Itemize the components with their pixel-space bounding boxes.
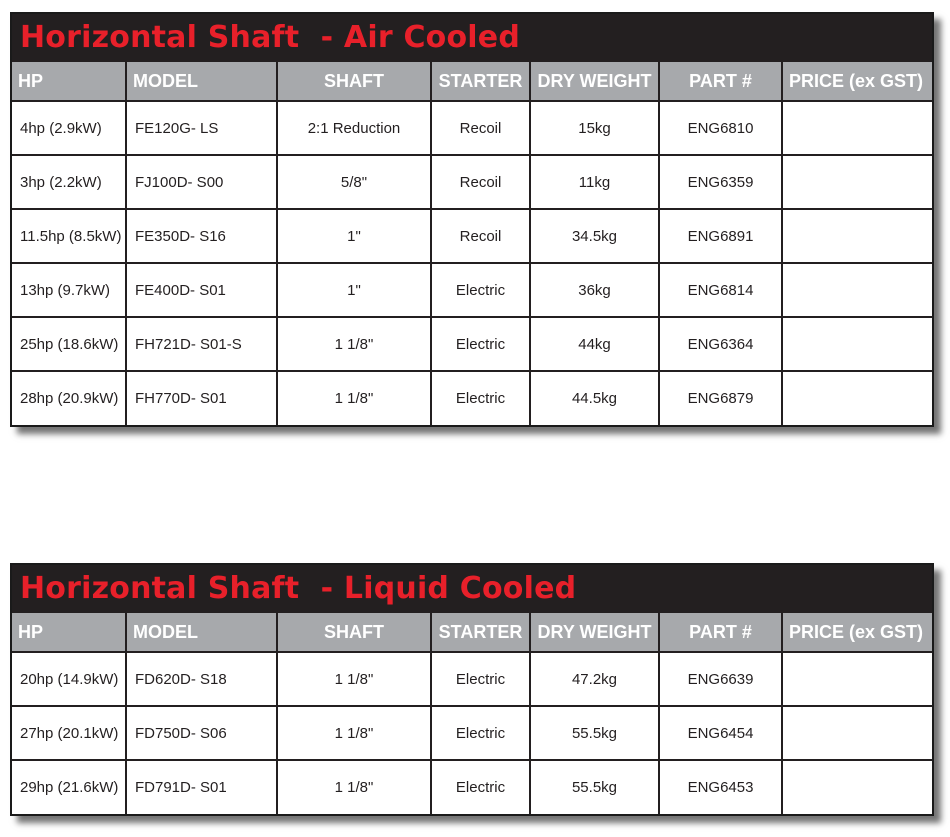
cell-starter: Electric [431, 652, 530, 706]
cell-model: FJ100D- S00 [126, 155, 277, 209]
cell-price [782, 101, 932, 155]
cell-dry-weight: 11kg [530, 155, 659, 209]
table-title: Horizontal Shaft - Air Cooled [12, 14, 932, 62]
cell-shaft: 5/8" [277, 155, 431, 209]
cell-price [782, 263, 932, 317]
cell-price [782, 652, 932, 706]
spec-grid [12, 613, 932, 814]
cell-dry-weight: 44.5kg [530, 371, 659, 425]
cell-model: FE400D- S01 [126, 263, 277, 317]
table-title: Horizontal Shaft - Liquid Cooled [12, 565, 932, 613]
cell-part: ENG6454 [659, 706, 782, 760]
cell-part: ENG6891 [659, 209, 782, 263]
header-price: PRICE (ex GST) [782, 62, 932, 101]
cell-dry-weight: 15kg [530, 101, 659, 155]
cell-price [782, 706, 932, 760]
cell-shaft: 1" [277, 209, 431, 263]
header-model: MODEL [126, 613, 277, 652]
header-price: PRICE (ex GST) [782, 613, 932, 652]
cell-hp: 28hp (20.9kW) [12, 371, 126, 425]
cell-part: ENG6639 [659, 652, 782, 706]
cell-hp: 27hp (20.1kW) [12, 706, 126, 760]
cell-part: ENG6453 [659, 760, 782, 814]
cell-price [782, 155, 932, 209]
cell-starter: Electric [431, 263, 530, 317]
cell-hp: 3hp (2.2kW) [12, 155, 126, 209]
cell-starter: Electric [431, 706, 530, 760]
header-dry-weight: DRY WEIGHT [530, 613, 659, 652]
cell-dry-weight: 34.5kg [530, 209, 659, 263]
cell-part: ENG6364 [659, 317, 782, 371]
cell-shaft: 1 1/8" [277, 706, 431, 760]
cell-model: FH721D- S01-S [126, 317, 277, 371]
header-shaft: SHAFT [277, 62, 431, 101]
cell-dry-weight: 44kg [530, 317, 659, 371]
cell-model: FD750D- S06 [126, 706, 277, 760]
table-row [12, 317, 932, 371]
air-cooled-table [10, 12, 934, 427]
header-hp: HP [12, 613, 126, 652]
cell-hp: 25hp (18.6kW) [12, 317, 126, 371]
spec-grid [12, 62, 932, 425]
cell-dry-weight: 55.5kg [530, 706, 659, 760]
cell-model: FE120G- LS [126, 101, 277, 155]
table-row [12, 652, 932, 706]
cell-starter: Recoil [431, 155, 530, 209]
cell-dry-weight: 36kg [530, 263, 659, 317]
cell-hp: 11.5hp (8.5kW) [12, 209, 126, 263]
cell-shaft: 1 1/8" [277, 317, 431, 371]
table-row [12, 760, 932, 814]
cell-price [782, 371, 932, 425]
cell-starter: Recoil [431, 209, 530, 263]
table-row [12, 101, 932, 155]
header-hp: HP [12, 62, 126, 101]
cell-model: FE350D- S16 [126, 209, 277, 263]
cell-price [782, 760, 932, 814]
header-starter: STARTER [431, 62, 530, 101]
cell-hp: 20hp (14.9kW) [12, 652, 126, 706]
cell-shaft: 1 1/8" [277, 371, 431, 425]
table-row [12, 209, 932, 263]
cell-shaft: 1 1/8" [277, 652, 431, 706]
cell-dry-weight: 47.2kg [530, 652, 659, 706]
cell-shaft: 1" [277, 263, 431, 317]
cell-model: FD620D- S18 [126, 652, 277, 706]
cell-model: FD791D- S01 [126, 760, 277, 814]
cell-part: ENG6814 [659, 263, 782, 317]
header-shaft: SHAFT [277, 613, 431, 652]
cell-hp: 13hp (9.7kW) [12, 263, 126, 317]
header-starter: STARTER [431, 613, 530, 652]
cell-shaft: 2:1 Reduction [277, 101, 431, 155]
cell-dry-weight: 55.5kg [530, 760, 659, 814]
header-row [12, 62, 932, 101]
cell-model: FH770D- S01 [126, 371, 277, 425]
header-model: MODEL [126, 62, 277, 101]
cell-starter: Recoil [431, 101, 530, 155]
cell-shaft: 1 1/8" [277, 760, 431, 814]
cell-starter: Electric [431, 317, 530, 371]
cell-price [782, 317, 932, 371]
cell-starter: Electric [431, 760, 530, 814]
table-row [12, 155, 932, 209]
cell-part: ENG6359 [659, 155, 782, 209]
cell-price [782, 209, 932, 263]
table-row [12, 371, 932, 425]
cell-hp: 29hp (21.6kW) [12, 760, 126, 814]
cell-part: ENG6879 [659, 371, 782, 425]
liquid-cooled-table [10, 563, 934, 816]
header-part: PART # [659, 62, 782, 101]
cell-part: ENG6810 [659, 101, 782, 155]
header-dry-weight: DRY WEIGHT [530, 62, 659, 101]
table-row [12, 706, 932, 760]
header-row [12, 613, 932, 652]
header-part: PART # [659, 613, 782, 652]
cell-starter: Electric [431, 371, 530, 425]
cell-hp: 4hp (2.9kW) [12, 101, 126, 155]
table-row [12, 263, 932, 317]
